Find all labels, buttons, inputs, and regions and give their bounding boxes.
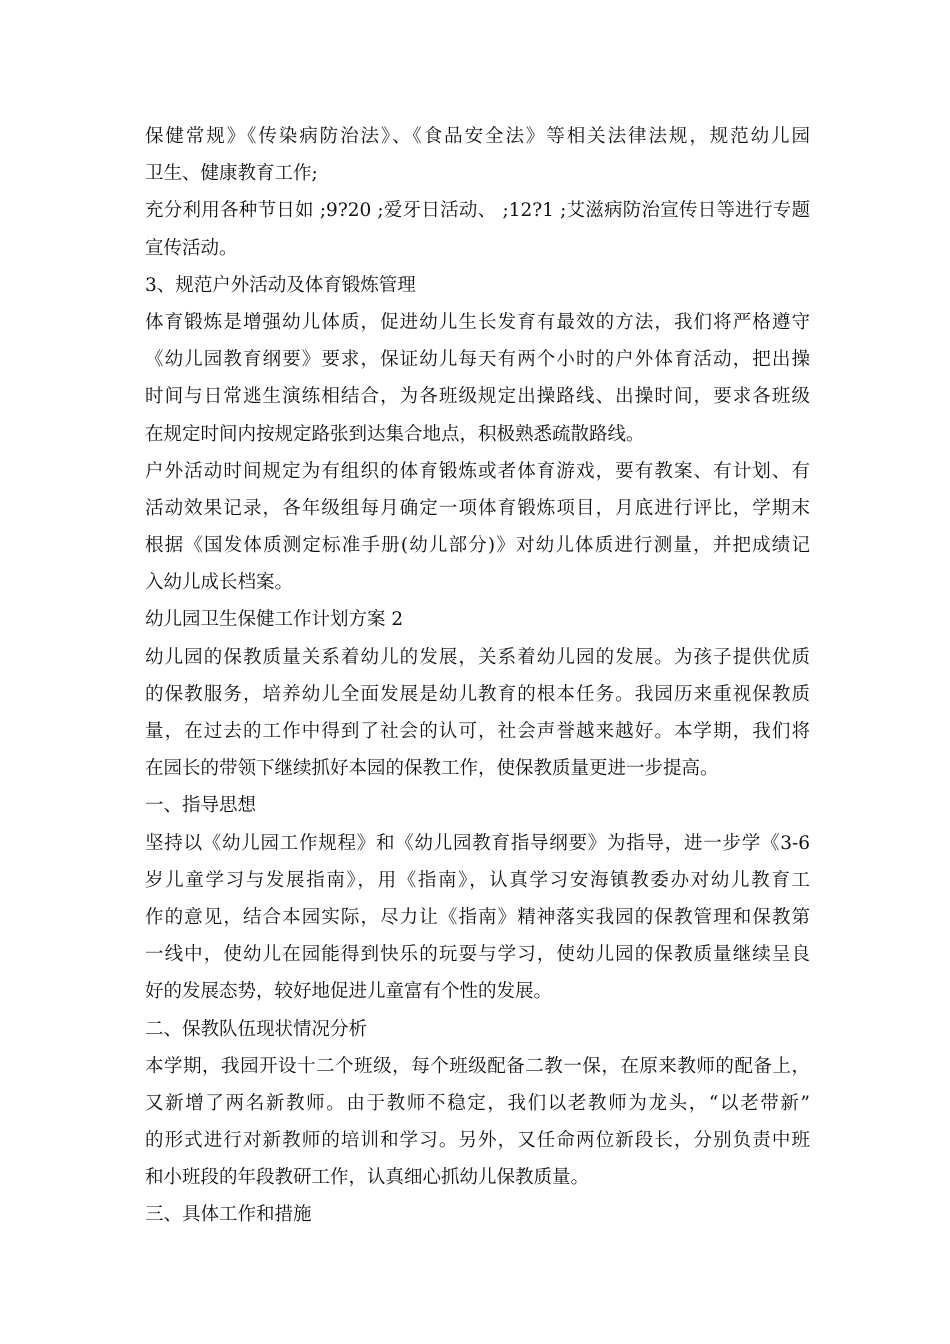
section-heading: 3、规范户外活动及体育锻炼管理 bbox=[145, 274, 416, 296]
text-line: 根据《国发体质测定标准手册(幼儿部分)》对幼儿体质进行测量，并把成绩记 bbox=[145, 535, 810, 557]
text-line: 好的发展态势，较好地促进儿童富有个性的发展。 bbox=[145, 981, 553, 1003]
text-line: 入幼儿成长档案。 bbox=[145, 572, 294, 594]
document-page bbox=[145, 118, 810, 1234]
text-line: 坚持以《幼儿园工作规程》和《幼儿园教育指导纲要》为指导，进一步学《3-6 bbox=[145, 832, 810, 854]
text-line: 的形式进行对新教师的培训和学习。另外，又任命两位新段长，分别负责中班 bbox=[145, 1130, 810, 1152]
document-title: 幼儿园卫生保健工作计划方案 2 bbox=[145, 609, 404, 631]
section-heading: 一、指导思想 bbox=[145, 795, 257, 817]
text-line: 在园长的带领下继续抓好本园的保教工作，使保教质量更进一步提高。 bbox=[145, 758, 719, 780]
text-line: 一线中，使幼儿在园能得到快乐的玩耍与学习，使幼儿园的保教质量继续呈良 bbox=[145, 944, 810, 966]
text-line: 岁儿童学习与发展指南》，用《指南》，认真学习安海镇教委办对幼儿教育工 bbox=[145, 869, 810, 891]
text-line: 保健常规》《传染病防治法》、《食品安全法》等相关法律法规，规范幼儿园 bbox=[145, 126, 810, 147]
text-line: 户外活动时间规定为有组织的体育锻炼或者体育游戏，要有教案、有计划、有 bbox=[145, 460, 810, 482]
text-line: 时间与日常逃生演练相结合，为各班级规定出操路线、出操时间，要求各班级 bbox=[145, 386, 810, 408]
text-line: 本学期，我园开设十二个班级，每个班级配备二教一保，在原来教师的配备上， bbox=[145, 1055, 810, 1077]
text-line: 体育锻炼是增强幼儿体质，促进幼儿生长发育有最效的方法，我们将严格遵守 bbox=[145, 311, 810, 333]
text-line: 幼儿园的保教质量关系着幼儿的发展，关系着幼儿园的发展。为孩子提供优质 bbox=[145, 646, 810, 668]
text-line: 和小班段的年段教研工作，认真细心抓幼儿保教质量。 bbox=[145, 1167, 590, 1189]
text-line: 充分利用各种节日如 ;9?20 ;爱牙日活动、 ;12?1 ;艾滋病防治宣传日等进行专题 bbox=[145, 200, 810, 222]
text-line: 在规定时间内按规定路张到达集合地点，积极熟悉疏散路线。 bbox=[145, 423, 645, 445]
section-heading: 二、保教队伍现状情况分析 bbox=[145, 1018, 368, 1040]
text-line: 活动效果记录，各年级组每月确定一项体育锻炼项目，月底进行评比，学期末 bbox=[145, 497, 810, 519]
section-heading: 三、具体工作和措施 bbox=[145, 1204, 312, 1226]
text-line: 《幼儿园教育纲要》要求，保证幼儿每天有两个小时的户外体育活动，把出操 bbox=[145, 349, 810, 371]
text-line: 又新增了两名新教师。由于教师不稳定，我们以老教师为龙头，“以老带新” bbox=[145, 1092, 810, 1114]
text-line: 卫生、健康教育工作; bbox=[145, 163, 318, 185]
text-line: 的保教服务，培养幼儿全面发展是幼儿教育的根本任务。我园历来重视保教质 bbox=[145, 683, 810, 705]
text-line: 量，在过去的工作中得到了社会的认可，社会声誉越来越好。本学期，我们将 bbox=[145, 721, 810, 742]
text-line: 宣传活动。 bbox=[145, 237, 238, 259]
text-line: 作的意见，结合本园实际，尽力让《指南》精神落实我园的保教管理和保教第 bbox=[145, 906, 810, 928]
